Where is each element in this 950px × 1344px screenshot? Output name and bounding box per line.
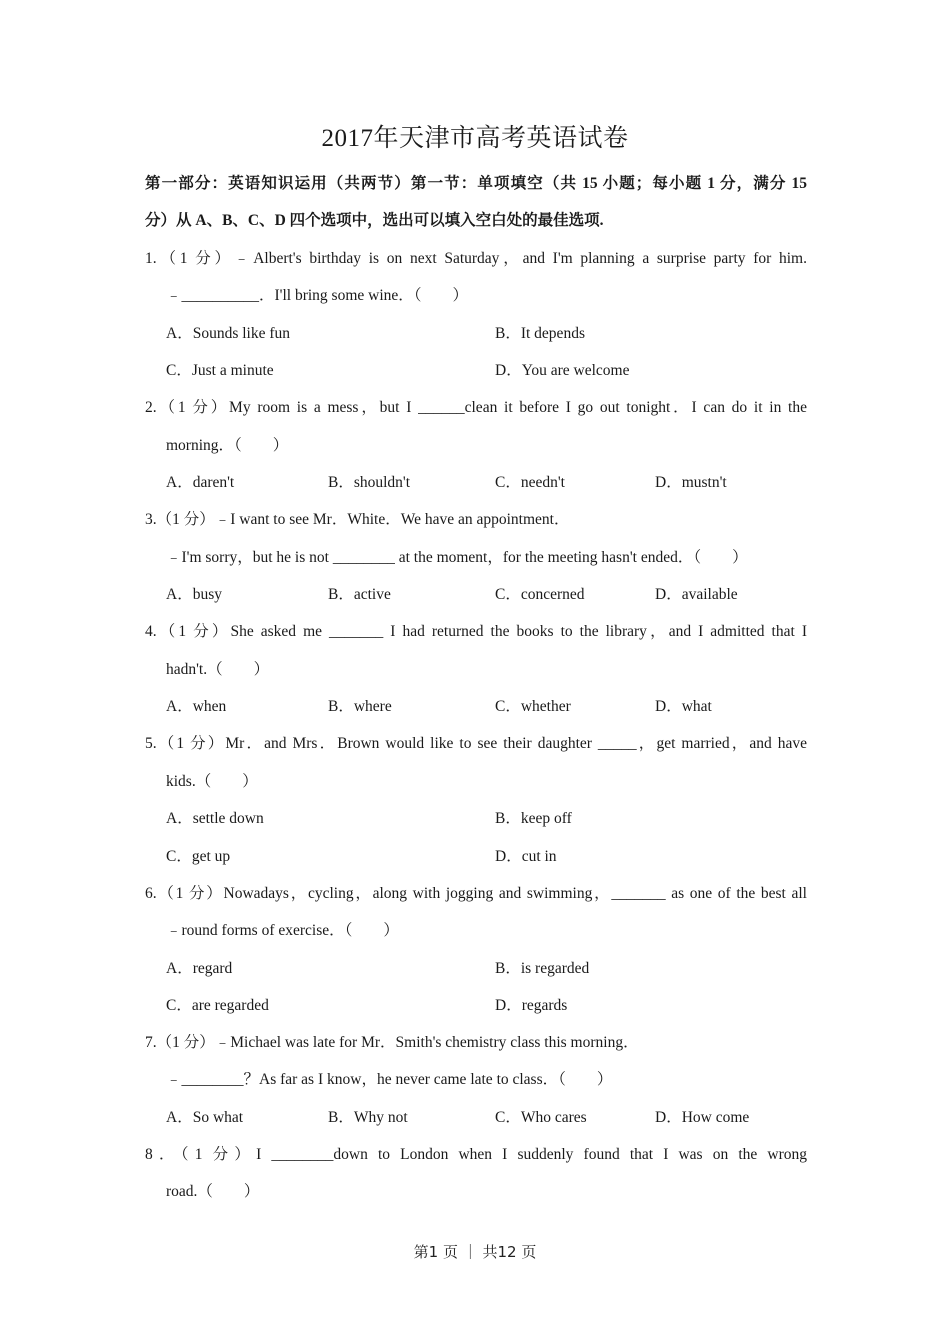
question-6-option-a: A．regard	[166, 960, 233, 977]
question-6-option-d: D．regards	[495, 997, 568, 1014]
question-6-option-b: B．is regarded	[495, 960, 590, 977]
question-6-stem: 6.（1 分）Nowadays，cycling，along with jogging and swimming，_______ as one of the best all	[145, 885, 807, 902]
question-6-option-c: C．are regarded	[166, 997, 269, 1014]
question-8-stem-cont: road.（ ）	[166, 1183, 260, 1200]
question-8-stem: 8．（1 分）I ________down to London when I suddenly found that I was on the wrong	[145, 1146, 807, 1163]
question-7-option-d: D．How come	[655, 1109, 750, 1126]
question-5-option-c: C．get up	[166, 848, 231, 865]
question-2-option-c: C．needn't	[495, 474, 565, 491]
question-7-option-c: C．Who cares	[495, 1109, 587, 1126]
question-1-option-c: C．Just a minute	[166, 362, 274, 379]
question-4-option-d: D．what	[655, 698, 712, 715]
question-1-option-b: B．It depends	[495, 325, 585, 342]
question-1-option-a: A．Sounds like fun	[166, 325, 291, 342]
question-4-stem: 4.（1 分）She asked me _______ I had returned the books to the library，and I admitted that I	[145, 623, 807, 640]
question-1-stem: 1.（1 分）﹣Albert's birthday is on next Saturday，and I'm planning a surprise party for him.	[145, 250, 807, 267]
question-1-stem-cont: ﹣__________．I'll bring some wine．（ ）	[166, 287, 469, 304]
question-3-option-d: D．available	[655, 586, 738, 603]
question-7-stem-cont: ﹣________？As far as I know，he never came late to class．（ ）	[166, 1071, 613, 1088]
question-4-option-b: B．where	[328, 698, 392, 715]
question-3-option-c: C．concerned	[495, 586, 585, 603]
section-instruction-line2: 分）从 A、B、C、D 四个选项中，选出可以填入空白处的最佳选项.	[145, 212, 604, 229]
question-2-option-b: B．shouldn't	[328, 474, 411, 491]
question-3-option-a: A．busy	[166, 586, 222, 603]
question-6-stem-cont: ﹣round forms of exercise．（ ）	[166, 922, 399, 939]
question-3-option-b: B．active	[328, 586, 391, 603]
question-5-stem: 5.（1 分）Mr．and Mrs．Brown would like to see their daughter _____，get married，and have	[145, 735, 807, 752]
question-4-option-c: C．whether	[495, 698, 571, 715]
question-1-option-d: D．You are welcome	[495, 362, 630, 379]
question-3-stem-cont: ﹣I'm sorry，but he is not ________ at the moment，for the meeting hasn't ended．（ ）	[166, 549, 748, 566]
question-5-option-d: D．cut in	[495, 848, 557, 865]
page-title: 2017年天津市高考英语试卷	[321, 125, 629, 152]
question-5-option-b: B．keep off	[495, 810, 572, 827]
question-7-option-b: B．Why not	[328, 1109, 408, 1126]
question-2-stem-cont: morning．（ ）	[166, 437, 289, 454]
question-7-stem: 7.（1 分）﹣Michael was late for Mr．Smith's chemistry class this morning．	[145, 1034, 639, 1051]
question-5-option-a: A．settle down	[166, 810, 264, 827]
question-4-option-a: A．when	[166, 698, 227, 715]
section-instruction-line1: 第一部分：英语知识运用（共两节）第一节：单项填空（共 15 小题；每小题 1 分，满分 15	[145, 175, 807, 192]
question-5-stem-cont: kids.（ ）	[166, 773, 258, 790]
question-4-stem-cont: hadn't.（ ）	[166, 661, 270, 678]
question-3-stem: 3.（1 分）﹣I want to see Mr．White．We have an appointment．	[145, 511, 570, 528]
page-footer: 第1 页 ｜ 共12 页	[413, 1243, 537, 1261]
question-2-option-d: D．mustn't	[655, 474, 727, 491]
question-7-option-a: A．So what	[166, 1109, 244, 1126]
question-2-option-a: A．daren't	[166, 474, 235, 491]
question-2-stem: 2.（1 分）My room is a mess，but I ______clean it before I go out tonight．I can do it in the	[145, 399, 807, 416]
